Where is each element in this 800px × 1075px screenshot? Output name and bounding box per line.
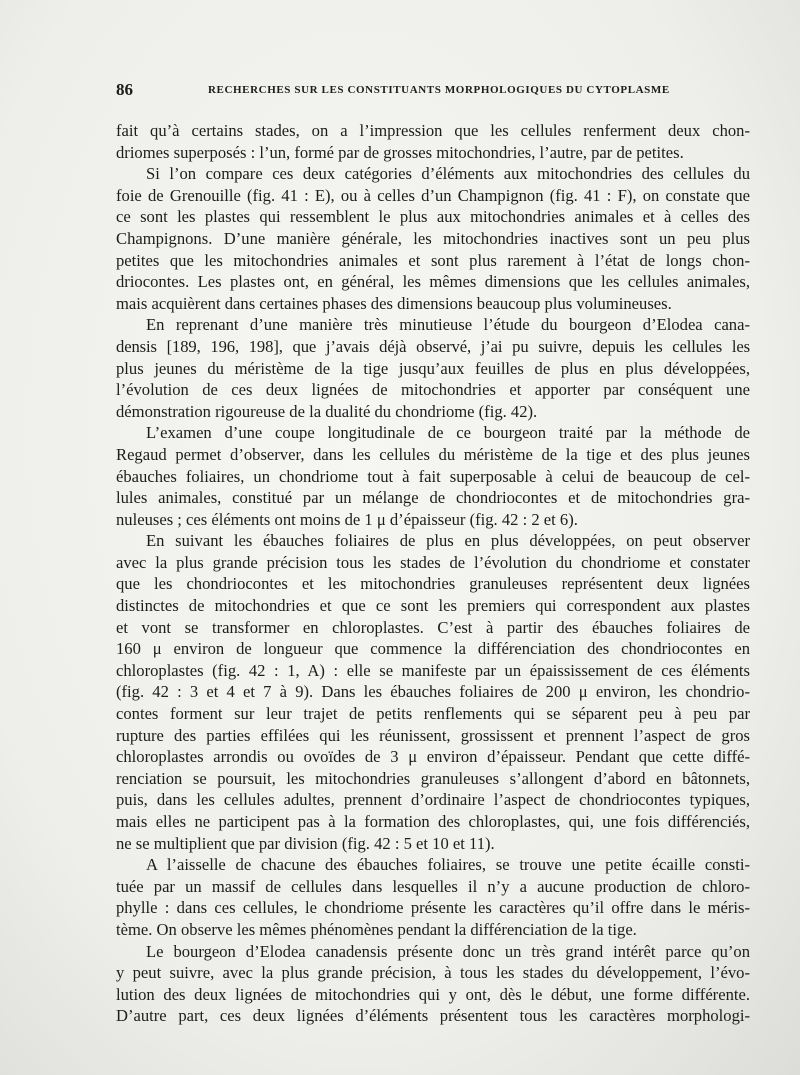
- text-line: fait qu’à certains stades, on a l’impression que les cellules renferment deux chon-: [116, 121, 750, 140]
- text-line: mais elles ne participent pas à la formation des chloroplastes, qui, une fois différenciés,: [116, 812, 750, 831]
- text-line: 160 μ environ de longueur que commence la différenciation des chondriocontes en: [116, 639, 750, 659]
- text-line: lules animales, constitué par un mélange de chondriocontes et de mitochondries gra-: [116, 488, 750, 508]
- text-line: avec la plus grande précision tous les stades de l’évolution du chondriome et constater: [116, 552, 750, 572]
- text-line: A l’aisselle de chacune des ébauches foliaires, se trouve une petite écaille consti-: [146, 855, 750, 875]
- page-number: 86: [116, 80, 133, 99]
- text-line: démonstration rigoureuse de la dualité du chondriome (fig. 42).: [116, 401, 538, 421]
- text-line: distinctes de mitochondries et que ce sont les premiers qui correspondent aux plastes: [116, 596, 750, 616]
- text-line: Si l’on compare ces deux catégories d’éléments aux mitochondries des cellules du: [146, 164, 750, 184]
- text-line: chloroplastes (fig. 42 : 1, A) : elle se manifeste par un épaississement de ces éléments: [116, 660, 750, 680]
- text-line: L’examen d’une coupe longitudinale de ce bourgeon traité par la méthode de: [146, 423, 750, 443]
- text-line: ébauches foliaires, un chondriome tout à fait superposable à celui de beaucoup de cel-: [116, 466, 750, 486]
- text-line: puis, dans les cellules adultes, prennent d’ordinaire l’aspect de chondriocontes typiques,: [116, 790, 750, 810]
- text-line: nuleuses ; ces éléments ont moins de 1 μ d’épaisseur (fig. 42 : 2 et 6).: [116, 509, 578, 529]
- text-line: y peut suivre, avec la plus grande précision, à tous les stades du développement, l’évo-: [116, 963, 750, 983]
- body-text: [116, 120, 750, 1027]
- text-line: En suivant les ébauches foliaires de plus en plus développées, on peut observer: [146, 531, 750, 551]
- text-line: rupture des parties effilées qui les réunissent, grossissent et prennent l’aspect de gros: [116, 725, 750, 745]
- page-header: [116, 80, 750, 104]
- running-title: RECHERCHES SUR LES CONSTITUANTS MORPHOLOGIQUES DU CYTOPLASME: [208, 84, 670, 96]
- text-line: renciation se poursuit, les mitochondries granuleuses s’allongent d’abord en bâtonnets,: [116, 768, 750, 788]
- text-line: driocontes. Les plastes ont, en général, les mêmes dimensions que les cellules animales,: [116, 272, 750, 292]
- text-line: Champignons. D’une manière générale, les mitochondries inactives sont un peu plus: [116, 228, 750, 248]
- text-line: foie de Grenouille (fig. 41 : E), ou à celles d’un Champignon (fig. 41 : F), on constate que: [116, 185, 750, 205]
- text-line: ne se multiplient que par division (fig. 42 : 5 et 10 et 11).: [116, 833, 495, 853]
- text-line: l’évolution de ces deux lignées de mitochondries et apporter par conséquent une: [116, 380, 750, 400]
- text-line: Le bourgeon d’Elodea canadensis présente donc un très grand intérêt parce qu’on: [146, 941, 750, 961]
- text-line: tème. On observe les mêmes phénomènes pendant la différenciation de la tige.: [116, 919, 637, 939]
- text-line: chloroplastes arrondis ou ovoïdes de 3 μ environ d’épaisseur. Pendant que cette diffé-: [116, 747, 750, 767]
- text-line: que les chondriocontes et les mitochondries granuleuses représentent deux lignées: [116, 574, 750, 594]
- text-line: petites que les mitochondries animales et sont plus rarement à l’état de longs chon-: [116, 250, 750, 270]
- text-line: D’autre part, ces deux lignées d’éléments présentent tous les caractères morphologi-: [116, 1006, 750, 1026]
- text-line: contes forment sur leur trajet de petits renflements qui se séparent peu à peu par: [116, 704, 750, 724]
- text-line: mais acquièrent dans certaines phases des dimensions beaucoup plus volumineuses.: [116, 293, 672, 313]
- text-line: lution des deux lignées de mitochondries qui y ont, dès le début, une forme différente.: [116, 984, 750, 1004]
- text-line: et vont se transformer en chloroplastes. C’est à partir des ébauches foliaires de: [116, 617, 750, 637]
- text-line: tuée par un massif de cellules dans lesquelles il n’y a aucune production de chloro-: [116, 876, 750, 896]
- text-line: driomes superposés : l’un, formé par de grosses mitochondries, l’autre, par de petites.: [116, 142, 684, 162]
- text-line: plus jeunes du méristème de la tige jusqu’aux feuilles de plus en plus développées,: [116, 358, 750, 378]
- text-line: phylle : dans ces cellules, le chondriome présente les caractères qu’il offre dans le méris-: [116, 898, 750, 918]
- text-line: densis [189, 196, 198], que j’avais déjà observé, j’ai pu suivre, depuis les cellules les: [116, 336, 750, 356]
- text-line: (fig. 42 : 3 et 4 et 7 à 9). Dans les ébauches foliaires de 200 μ environ, les chondrio-: [116, 682, 750, 702]
- text-line: ce sont les plastes qui ressemblent le plus aux mitochondries animales et à celles des: [116, 207, 750, 227]
- text-line: En reprenant d’une manière très minutieuse l’étude du bourgeon d’Elodea cana-: [146, 315, 750, 335]
- text-line: Regaud permet d’observer, dans les cellules du méristème de la tige et des plus jeunes: [116, 444, 750, 464]
